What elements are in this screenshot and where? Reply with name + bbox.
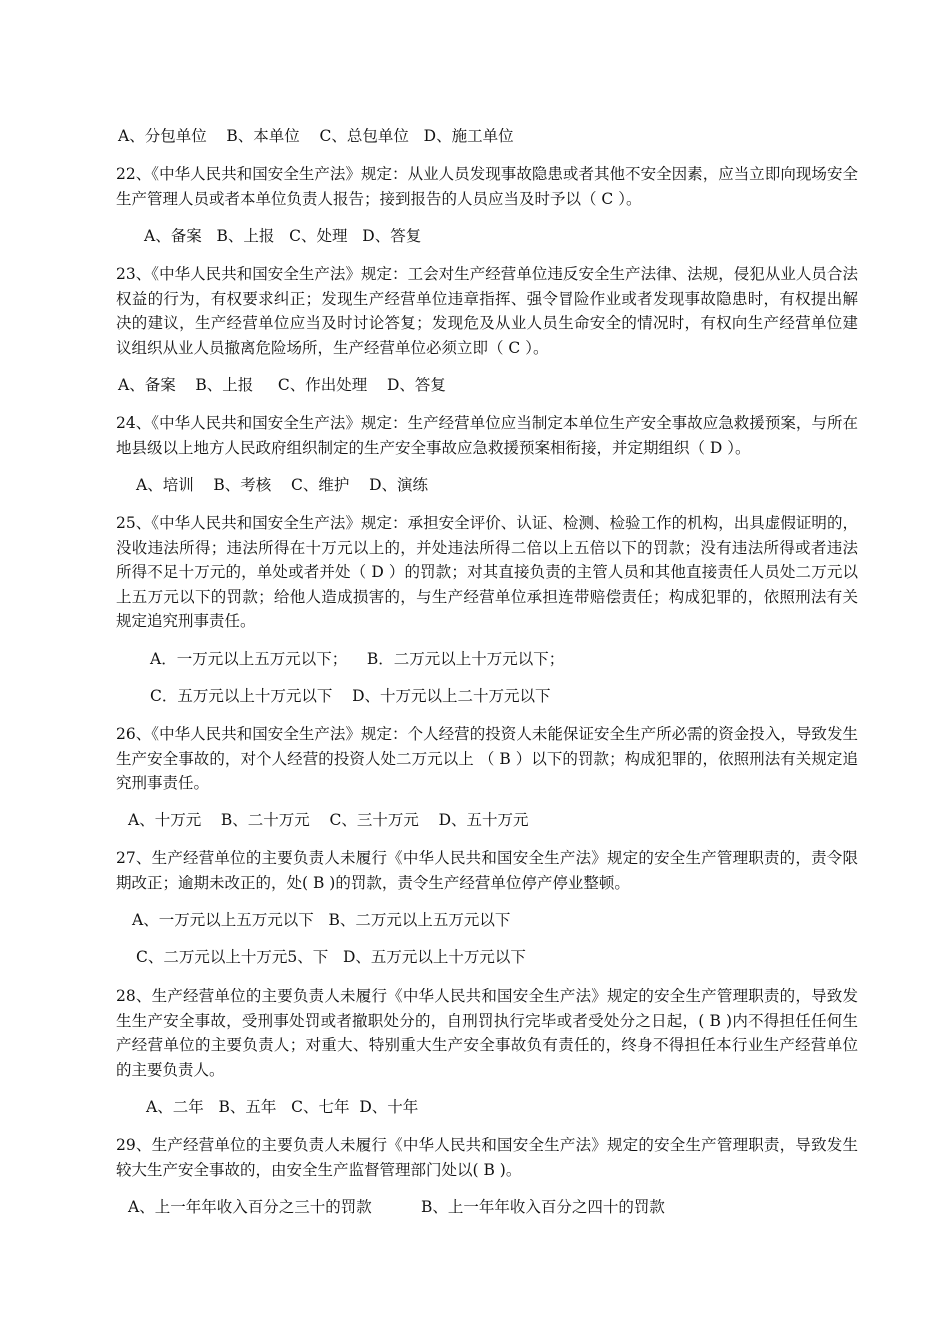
q24-options: A、培训 B、考核 C、维护 D、演练 — [136, 476, 428, 494]
q26-question: 26、《中华人民共和国安全生产法》规定：个人经营的投资人未能保证安全生产所必需的资金投入，导致发生生产安全事故的，对个人经营的投资人处二万元以上 （ B ）以下的罚款；构成犯罪的，依照刑法有关规定追究刑事责任。 — [116, 725, 858, 792]
q28-question: 28、生产经营单位的主要负责人未履行《中华人民共和国安全生产法》规定的安全生产管理职责的，导致发生生产安全事故，受刑事处罚或者撤职处分的，自刑罚执行完毕或者受处分之日起，( B )内不得担任任何生产经营单位的主要负责人；对重大、特别重大生产安全事故负有责任的，终身不得担任本行业生产经营单位的主要负责人。 — [116, 987, 858, 1079]
q27-options-line1: A、一万元以上五万元以下 B、二万元以上五万元以下 — [132, 911, 511, 929]
q26-options: A、十万元 B、二十万元 C、三十万元 D、五十万元 — [128, 811, 529, 829]
q25-options-line1: A．一万元以上五万元以下； B．二万元以上十万元以下； — [150, 650, 565, 668]
q27-options-line2: C、二万元以上十万元5、下 D、五万元以上十万元以下 — [136, 948, 526, 966]
q29-question: 29、生产经营单位的主要负责人未履行《中华人民共和国安全生产法》规定的安全生产管理职责，导致发生较大生产安全事故的，由安全生产监督管理部门处以( B )。 — [116, 1136, 858, 1179]
q25-question: 25、《中华人民共和国安全生产法》规定：承担安全评价、认证、检测、检验工作的机构，出具虚假证明的，没收违法所得；违法所得在十万元以上的，并处违法所得二倍以上五倍以下的罚款；没有违法所得或者违法所得不足十万元的，单处或者并处（ D ）的罚款；对其直接负责的主管人员和其他直接责任人员处二万元以上五万元以下的罚款；给他人造成损害的，与生产经营单位承担连带赔偿责任；构成犯罪的，依照刑法有关规定追究刑事责任。 — [116, 514, 858, 630]
q24-question: 24、《中华人民共和国安全生产法》规定：生产经营单位应当制定本单位生产安全事故应急救援预案，与所在地县级以上地方人民政府组织制定的生产安全事故应急救援预案相衔接，并定期组织（ D ）。 — [116, 414, 858, 457]
q22-question: 22、《中华人民共和国安全生产法》规定：从业人员发现事故隐患或者其他不安全因素，应当立即向现场安全生产管理人员或者本单位负责人报告；接到报告的人员应当及时予以（ C ）。 — [116, 165, 858, 208]
q21-options: A、分包单位 B、本单位 C、总包单位 D、施工单位 — [118, 127, 514, 145]
q22-options: A、备案 B、上报 C、处理 D、答复 — [144, 227, 422, 245]
q25-options-line2: C．五万元以上十万元以下 D、十万元以上二十万元以下 — [150, 687, 551, 705]
q28-options: A、二年 B、五年 C、七年 D、十年 — [146, 1098, 419, 1116]
q23-options: A、备案 B、上报 C、作出处理 D、答复 — [118, 376, 446, 394]
q23-question: 23、《中华人民共和国安全生产法》规定：工会对生产经营单位违反安全生产法律、法规，侵犯从业人员合法权益的行为，有权要求纠正；发现生产经营单位违章指挥、强令冒险作业或者发现事故隐患时，有权提出解决的建议，生产经营单位应当及时讨论答复；发现危及从业人员生命安全的情况时，有权向生产经营单位建议组织从业人员撤离危险场所，生产经营单位必须立即（ C ）。 — [116, 265, 858, 357]
q29-options: A、上一年年收入百分之三十的罚款 B、上一年年收入百分之四十的罚款 — [128, 1198, 665, 1216]
q27-question: 27、生产经营单位的主要负责人未履行《中华人民共和国安全生产法》规定的安全生产管理职责的，责令限期改正；逾期未改正的，处( B )的罚款，责令生产经营单位停产停业整顿。 — [116, 849, 858, 892]
